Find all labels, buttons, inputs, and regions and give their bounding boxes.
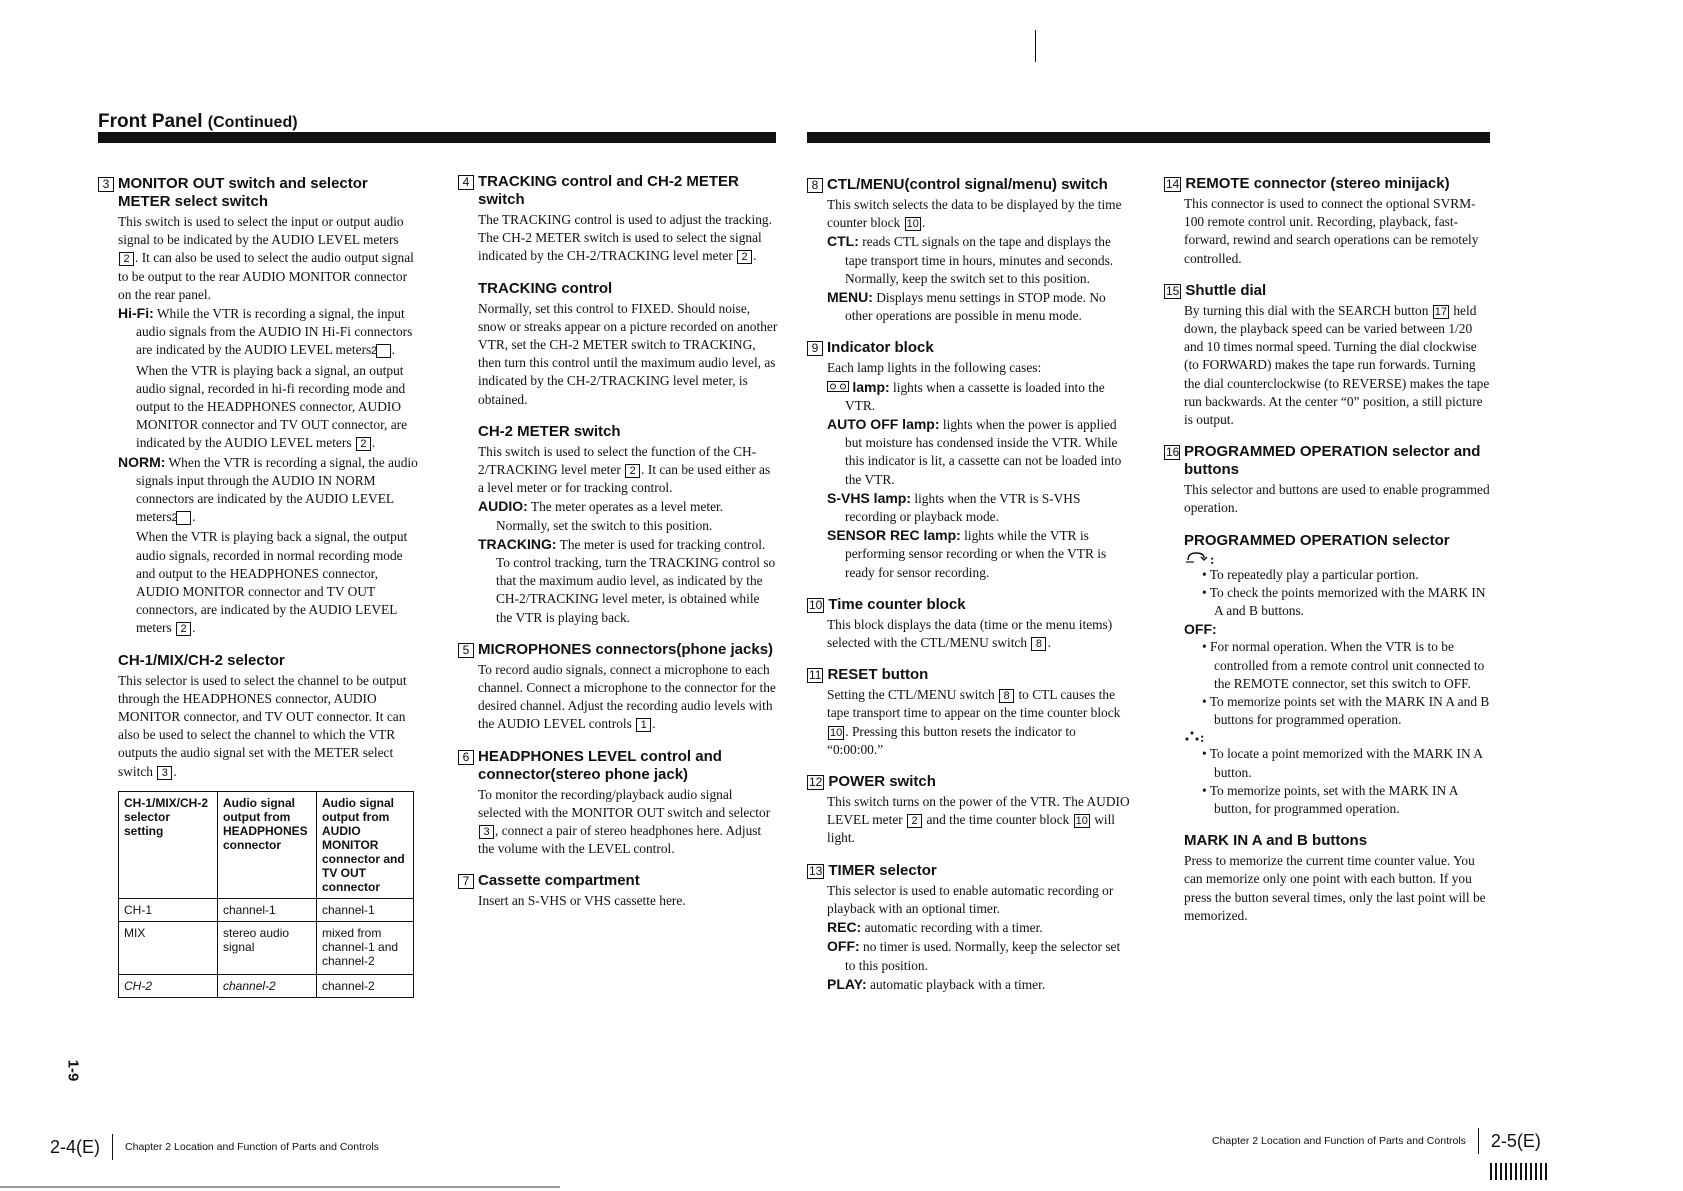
table-row: MIX stereo audio signal mixed from channel-1 and channel-2 xyxy=(119,921,414,974)
section-ch-selector: CH-1/MIX/CH-2 selector This selector is used to select the channel to be output through the HEADPHONES connector, AUDIO MONITOR connector, and TV OUT connector. It can also be used to select the channel to which the VTR outputs the audio signal set with the METER select switch 3 . CH-1/MIX/CH-2 selector setting Audio signal output from HEADPHONES connector Audio signal output from AUDIO MONITOR connector and TV OUT connector CH-1 channel-1 channel-1 MIX stereo audio signal mixed from channel-1 and channel-2 CH-2 channel-2 channel-2 xyxy=(98,652,418,998)
norm-playback: When the VTR is playing back a signal, the output audio signals, recorded in normal recording mode and output to the HEADPHONES connector, AUDIO MONITOR connector and TV OUT connectors, are indicated by the AUDIO LEVEL meters 2 . xyxy=(136,529,408,636)
section-monitor-out xyxy=(98,175,418,638)
hifi-playback: When the VTR is playing back a signal, an output audio signal, recorded in hi-fi recording mode and output to the HEADPHONES connector, AUDIO MONITOR connector and TV OUT connector, are indicated by the AUDIO LEVEL meters 2 . xyxy=(136,362,408,451)
column-4 xyxy=(1164,175,1494,939)
section-indicator: 9 Indicator block Each lamp lights in the following cases: lamp: lights when a cassette is loaded into the VTR. AUTO OFF lamp: lights when the power is applied but moisture has condensed inside the VTR. While this indicator is lit, a cassette can not be loaded into the VTR. S-VHS lamp: lights when the VTR is S-VHS recording or playback mode. SENSOR REC lamp: lights while the VTR is performing sensor recording or when the VTR is ready for sensor recording. xyxy=(807,339,1132,581)
column-3 xyxy=(807,176,1132,1008)
scan-edge-line xyxy=(0,1186,560,1188)
page-number-right: 2-5(E) xyxy=(1490,1130,1541,1151)
header-rule-left xyxy=(98,132,776,143)
header-rule-right xyxy=(807,132,1490,143)
item-number: 3 xyxy=(98,177,114,192)
table-row: CH-1 channel-1 channel-1 xyxy=(119,898,414,921)
section-ch2-meter: CH-2 METER switch This switch is used to select the function of the CH-2/TRACKING level meter 2 . It can be used either as a level meter or for tracking control. AUDIO: The meter operates as a level meter. Normally, set the switch to this position. TRACKING: The meter is used for tracking control. To control tracking, turn the TRACKING control so that the maximum audio level, as indicated by the CH-2/TRACKING level meter, is obtained while the VTR is playing back. xyxy=(478,422,776,625)
section-shuttle: 15 Shuttle dial By turning this dial with the SEARCH button 17 held down, the playback speed can be varied between 1/20 and 10 times normal speed. Turning the dial clockwise (to FORWARD) makes the tape run forwards. Turning the dial counterclockwise (to REVERSE) makes the tape run backwards. At the center “0” position, a still picture is output. xyxy=(1166,281,1490,428)
section-subtitle: METER select switch xyxy=(118,193,269,210)
table-header-row xyxy=(119,791,414,898)
section-title: MONITOR OUT switch and selector xyxy=(118,175,368,192)
chapter-label-left: Chapter 2 Location and Function of Parts and Controls xyxy=(125,1141,379,1153)
chapter-label-right: Chapter 2 Location and Function of Parts and Controls xyxy=(1212,1135,1466,1147)
repeat-icon: : xyxy=(1184,550,1494,566)
reference-number: 2 xyxy=(119,252,134,266)
section-programmed: 16 PROGRAMMED OPERATION selector and buttons This selector and buttons are used to enable programmed operation. xyxy=(1166,443,1490,516)
section-microphones: 5 MICROPHONES connectors(phone jacks) To record audio signals, connect a microphone to each channel. Connect a microphone to the connector for the desired channel. Adjust the recording audio levels with the AUDIO LEVEL controls 1 . xyxy=(458,641,778,734)
column-2 xyxy=(458,173,778,925)
table-header-cell: CH-1/MIX/CH-2 selector setting xyxy=(119,791,218,898)
paragraph: This switch is used to select the input or output audio signal to be indicated by the AUDIO LEVEL meters 2 . It can also be used to select the audio output signal to be output to the rear AUDIO MONITOR connector on the rear panel. xyxy=(118,214,414,302)
channel-table xyxy=(118,791,414,998)
table-header-cell: Audio signal output from HEADPHONES connector xyxy=(218,791,317,898)
crop-mark xyxy=(1035,30,1036,62)
page-title-continued: (Continued) xyxy=(207,114,298,131)
footer-right xyxy=(1212,1128,1541,1154)
section-prog-selector: PROGRAMMED OPERATION selector : • To repeatedly play a particular portion. • To check the points memorized with the MARK IN A and B buttons. OFF: • For normal operation. When the VTR is to be controlled from a remote control unit connected to the REMOTE connector, set this switch to OFF. • To memorize points set with the MARK IN A and B buttons for programmed operation. : • To locate a point memorized with the MARK IN A button. • To memorize points, set with the MARK IN A button, for programmed operation. xyxy=(1164,532,1494,819)
hifi-definition: Hi-Fi: While the VTR is recording a signal, the input audio signals from the AUDIO IN Hi-Fi connectors are indicated by the AUDIO LEVEL meters 2 . xyxy=(118,305,413,358)
section-headphones: 6 HEADPHONES LEVEL control and connector(stereo phone jack) To monitor the recording/playback audio signal selected with the MONITOR OUT switch and selector 3 , connect a pair of stereo headphones here. Adjust the volume with the LEVEL control. xyxy=(458,748,778,859)
section-ctl-menu: 8 CTL/MENU(control signal/menu) switch This switch selects the data to be displayed by the time counter block 10 . CTL: reads CTL signals on the tape and displays the tape transport time in hours, minutes and seconds. Normally, keep the switch set to this position. MENU: Displays menu settings in STOP mode. No other operations are possible in menu mode. xyxy=(807,176,1132,325)
subsection-title: CH-1/MIX/CH-2 selector xyxy=(118,651,285,669)
page-header xyxy=(98,111,298,133)
page-title: Front Panel xyxy=(98,111,203,132)
section-power: 12 POWER switch This switch turns on the power of the VTR. The AUDIO LEVEL meter 2 and the time counter block 10 will light. xyxy=(809,773,1130,846)
section-tracking-control: TRACKING control Normally, set this control to FIXED. Should noise, snow or streaks appear on a picture recorded on another VTR, set the CH-2 METER switch to TRACKING, then turn this control until the maximum audio level, as indicated by the CH-2/TRACKING level meter, is obtained. xyxy=(478,279,778,407)
page-number-left: 2-4(E) xyxy=(50,1136,101,1157)
table-row: CH-2 channel-2 channel-2 xyxy=(119,974,414,997)
section-cassette: 7 Cassette compartment Insert an S-VHS or VHS cassette here. xyxy=(458,872,778,910)
table-header-cell: Audio signal output from AUDIO MONITOR connector and TV OUT connector xyxy=(317,791,414,898)
footer-left xyxy=(50,1134,379,1160)
side-page-mark: 1-9 xyxy=(64,1059,82,1082)
section-remote: 14 REMOTE connector (stereo minijack) This connector is used to connect the optional SVRM-100 remote control unit. Recording, playback, fast-forward, rewind and search operations can be remotely controlled. xyxy=(1166,175,1479,266)
section-title: TRACKING control and CH-2 METER switch xyxy=(478,173,739,208)
section-time-counter: 10 Time counter block This block displays the data (time or the menu items) selected with the CTL/MENU switch 8 . xyxy=(809,595,1113,651)
section-reset: 11 RESET button Setting the CTL/MENU switch 8 to CTL causes the tape transport time to appear on the time counter block 10 . Pressing this button resets the indicator to “0:00:00.” xyxy=(809,666,1121,757)
cassette-icon xyxy=(827,380,849,395)
section-timer: 13 TIMER selector This selector is used to enable automatic recording or playback with an optional timer. REC: automatic recording with a timer. OFF: no timer is used. Normally, keep the selector set to this position. PLAY: automatic playback with a timer. xyxy=(809,861,1121,992)
section-tracking: 4 TRACKING control and CH-2 METER switch The TRACKING control is used to adjust the tracking. The CH-2 METER switch is used to select the signal indicated by the CH-2/TRACKING level meter 2 . xyxy=(458,173,778,266)
column-1 xyxy=(98,175,418,1012)
barcode-mark xyxy=(1490,1163,1548,1180)
locate-icon: : xyxy=(1184,729,1494,745)
section-mark-in: MARK IN A and B buttons Press to memorize the current time counter value. You can memorize only one point with each button. If you press the button several times, only the last point will be memorized. xyxy=(1184,832,1486,923)
norm-definition: NORM: When the VTR is recording a signal, the audio signals input through the AUDIO IN NORM connectors are indicated by the AUDIO LEVEL meters 2 . xyxy=(118,453,418,525)
